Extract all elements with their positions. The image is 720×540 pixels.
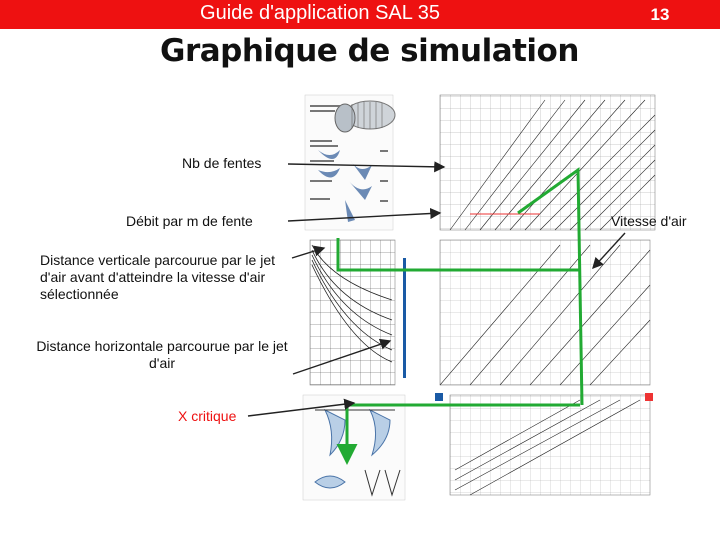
- label-debit: Débit par m de fente: [126, 213, 253, 229]
- page-number: 13: [650, 5, 670, 24]
- label-vitesse-air: Vitesse d'air: [611, 213, 687, 229]
- label-distance-verticale: Distance verticale parcourue par le jet d'air avant d'atteindre la vitesse d'air sélectionnée: [40, 252, 276, 302]
- distance-chart: [440, 240, 650, 385]
- velocity-chart: [440, 95, 655, 230]
- critical-x-illustration: [303, 395, 405, 500]
- bottom-chart: [435, 393, 653, 495]
- product-illustration: [305, 95, 395, 230]
- label-distance-horizontale: Distance horizontale parcourue par le jet d'air: [36, 338, 288, 371]
- label-nb-fentes: Nb de fentes: [182, 155, 262, 171]
- label-x-critique: X critique: [178, 408, 237, 424]
- slide-title: Graphique de simulation: [160, 33, 579, 69]
- header-title: Guide d'application SAL 35: [200, 2, 440, 24]
